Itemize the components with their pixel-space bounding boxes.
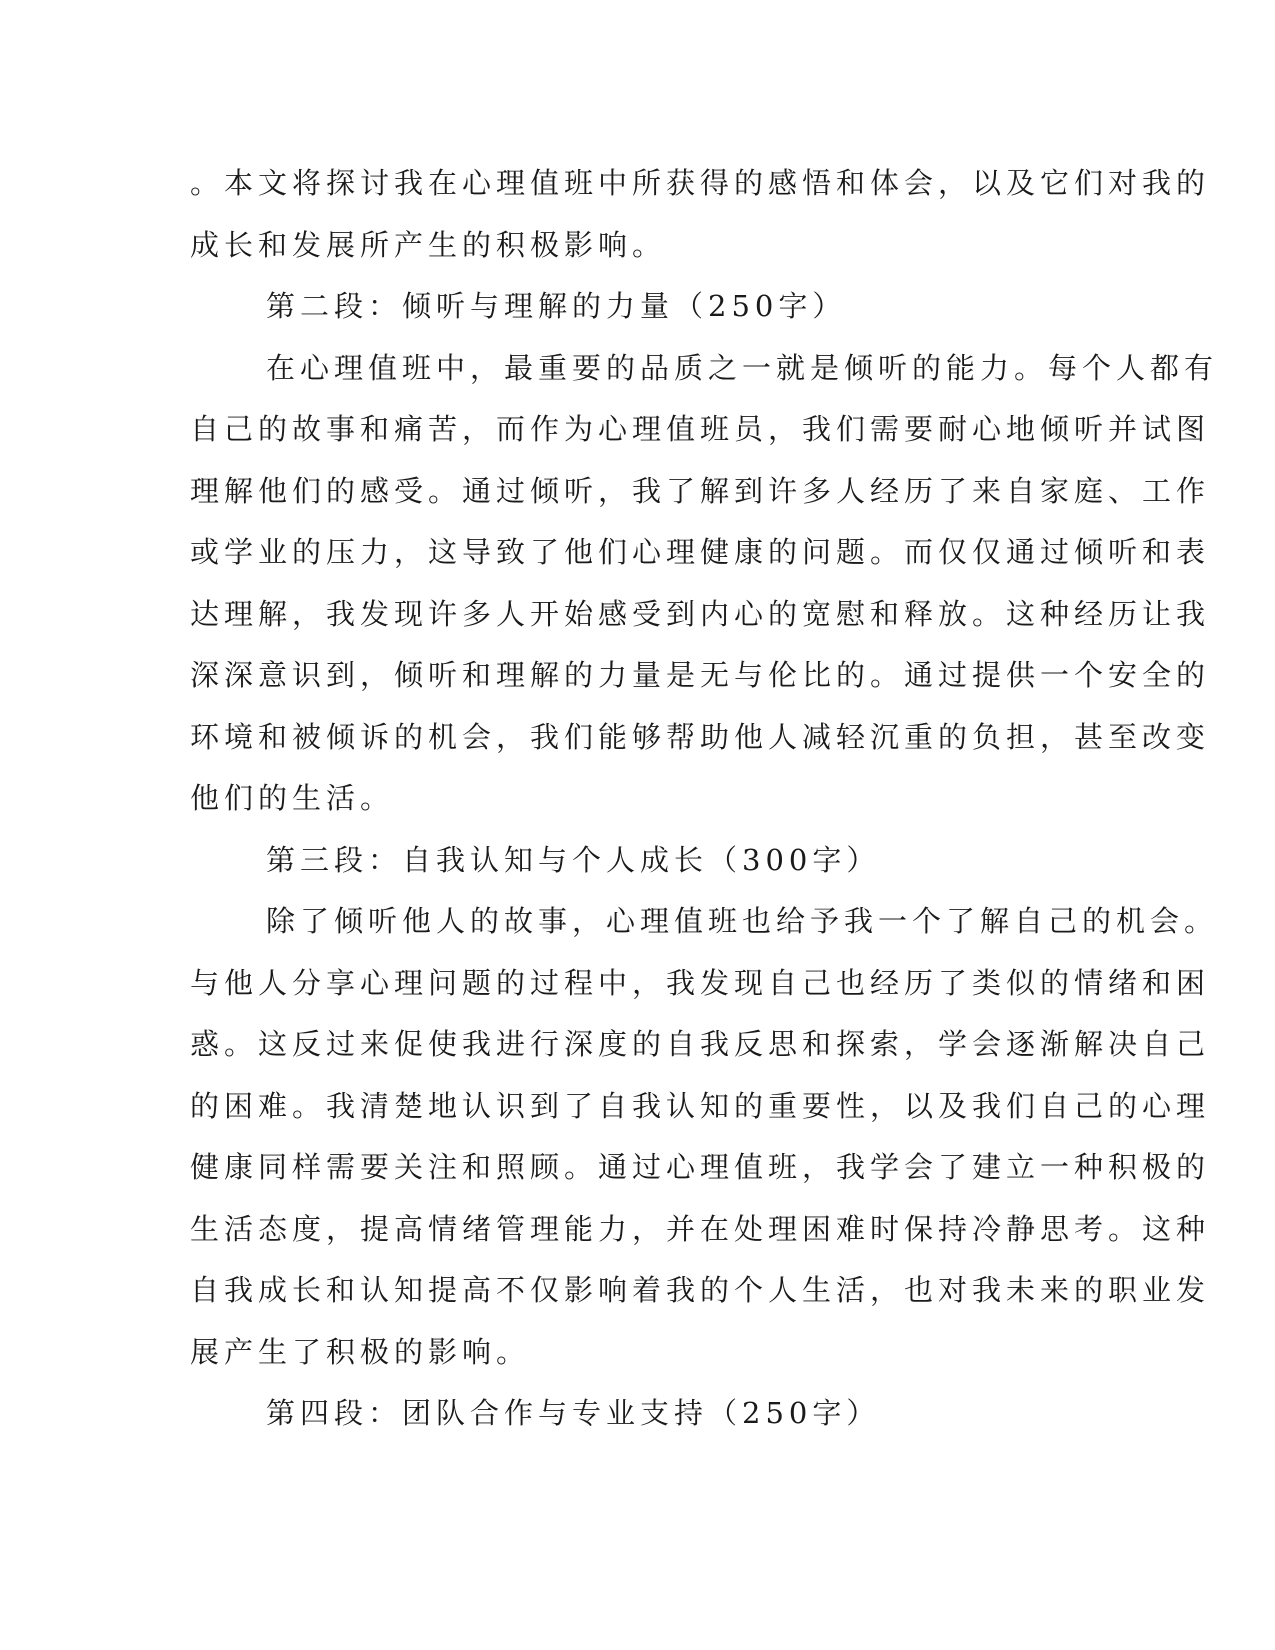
body-line: 健康同样需要关注和照顾。通过心理值班，我学会了建立一种积极的	[190, 1150, 1211, 1184]
body-line: 惑。这反过来促使我进行深度的自我反思和探索，学会逐渐解决自己	[190, 1027, 1211, 1061]
body-line: 展产生了积极的影响。	[190, 1334, 531, 1369]
body-line: 理解他们的感受。通过倾听，我了解到许多人经历了来自家庭、工作	[190, 473, 1211, 508]
body-line: 与他人分享心理问题的过程中，我发现自己也经历了类似的情绪和困	[190, 965, 1211, 1000]
body-line: 。本文将探讨我在心理值班中所获得的感悟和体会，以及它们对我的	[190, 166, 1211, 200]
body-line: 环境和被倾诉的机会，我们能够帮助他人减轻沉重的负担，甚至改变	[190, 719, 1211, 754]
paragraph-start: 除了倾听他人的故事，心理值班也给予我一个了解自己的机会。	[266, 904, 1219, 938]
document-body	[190, 164, 1219, 1456]
section-heading-4: 第四段：团队合作与专业支持（250字）	[266, 1396, 881, 1430]
section-heading-3: 第三段：自我认知与个人成长（300字）	[266, 842, 881, 877]
body-line: 生活态度，提高情绪管理能力，并在处理困难时保持冷静思考。这种	[190, 1211, 1211, 1246]
body-line: 成长和发展所产生的积极影响。	[190, 227, 667, 262]
body-line: 或学业的压力，这导致了他们心理健康的问题。而仅仅通过倾听和表	[190, 535, 1211, 569]
body-line: 自己的故事和痛苦，而作为心理值班员，我们需要耐心地倾听并试图	[190, 412, 1211, 446]
paragraph-start: 在心理值班中，最重要的品质之一就是倾听的能力。每个人都有	[266, 350, 1219, 385]
section-heading-2: 第二段：倾听与理解的力量（250字）	[266, 289, 847, 323]
body-line: 的困难。我清楚地认识到了自我认知的重要性，以及我们自己的心理	[190, 1088, 1211, 1123]
body-line: 自我成长和认知提高不仅影响着我的个人生活，也对我未来的职业发	[190, 1273, 1211, 1307]
body-line: 达理解，我发现许多人开始感受到内心的宽慰和释放。这种经历让我	[190, 596, 1211, 631]
body-line: 深深意识到，倾听和理解的力量是无与伦比的。通过提供一个安全的	[190, 658, 1211, 692]
body-line: 他们的生活。	[190, 781, 395, 815]
